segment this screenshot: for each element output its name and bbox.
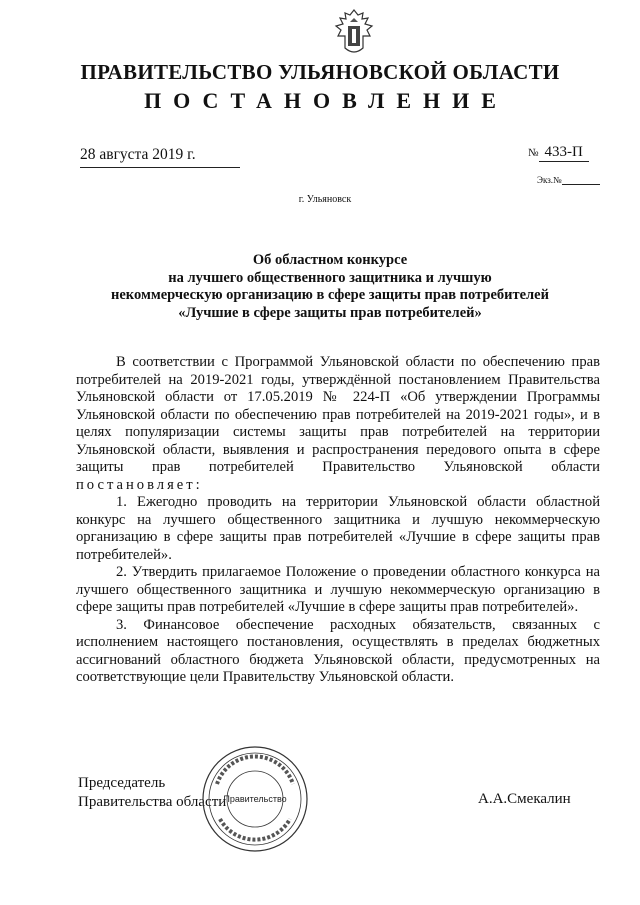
- item-paragraph: 3. Финансовое обеспечение расходных обязательств, связанных с исполнением настоящего постановления, осуществлять в пределах бюджетных ассигнований областного бюджета Ульяновской области, предусмотренных на соответствующие цели Правительству Ульяновской области.: [76, 616, 600, 685]
- preamble-text: В соответствии с Программой Ульяновской области по обеспечению прав потребителей на 2019-2021 годы, утверждённой постановлением Правительства Ульяновской области от 17.05.2019 № 224-П «Об утверждении Программы Ульяновской области по обеспечению прав потребителей на 2019-2021 годы», и в целях популяризации системы защиты прав потребителей на территории Ульяновской области, выявления и распространения передового опыта в сфере защиты прав потребителей Правительство Ульяновской области: [76, 354, 600, 475]
- city: г. Ульяновск: [298, 194, 352, 205]
- title-line: на лучшего общественного защитника и лучшую: [168, 269, 492, 286]
- title-line: «Лучшие в сфере защиты прав потребителей»: [178, 304, 482, 321]
- decree-word: постановляет:: [76, 476, 203, 493]
- signatory-title-line: Председатель: [78, 775, 166, 791]
- copy-underline: [562, 184, 600, 185]
- number-value: 433-П: [539, 144, 589, 162]
- document-type: ПОСТАНОВЛЕНИЕ: [144, 88, 508, 113]
- signatory-title-line: Правительства области: [78, 793, 227, 810]
- stamp-center-text: Правительство: [223, 794, 287, 804]
- item-paragraph: 2. Утвердить прилагаемое Положение о проведении областного конкурса на лучшего общественного защитника и лучшую некоммерческую организацию в сфере защиты прав потребителей «Лучшие в сфере защиты прав потребителей».: [76, 564, 600, 615]
- preamble-paragraph: [76, 354, 600, 494]
- document-body: [76, 354, 600, 687]
- title-line: Об областном конкурсе: [252, 252, 408, 268]
- item-paragraph: 1. Ежегодно проводить на территории Ульяновской области областной конкурс на лучшего общественного защитника и лучшую некоммерческую организацию в сфере защиты прав потребителей «Лучшие в сфере защиты прав потребителей».: [76, 494, 600, 563]
- title-line: некоммерческую организацию в сфере защиты прав потребителей: [111, 287, 549, 303]
- date-underline: [80, 167, 240, 168]
- copy-label: Экз.№: [537, 175, 562, 185]
- document-title: [60, 252, 600, 322]
- coat-of-arms-icon: [332, 8, 376, 58]
- document-number: [528, 144, 589, 162]
- copy-number: [537, 175, 600, 185]
- signatory-name: А.А.Смекалин: [478, 791, 571, 807]
- number-sign: №: [528, 147, 539, 159]
- organization-name: ПРАВИТЕЛЬСТВО УЛЬЯНОВСКОЙ ОБЛАСТИ: [80, 60, 560, 84]
- document-date: 28 августа 2019 г.: [80, 146, 196, 163]
- official-stamp-icon: [200, 744, 310, 854]
